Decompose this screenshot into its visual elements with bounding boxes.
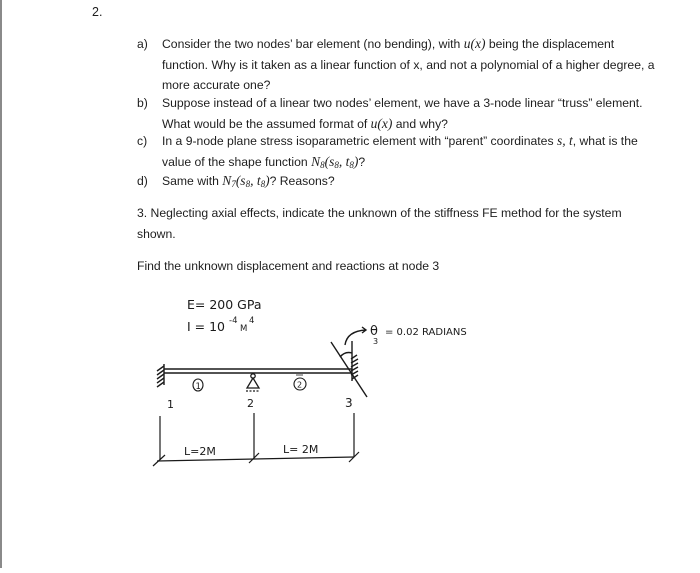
item-label: a) (137, 37, 148, 51)
rotated-fixed-support-node-3 (331, 327, 367, 397)
item-line: more accurate one? (162, 78, 271, 92)
item-text (162, 34, 655, 96)
math-N7-s8-t8: $N_7(s_8$, $t_8$) (222, 173, 270, 189)
text-span: value of the shape function (162, 154, 312, 169)
q3-instruction: Find the unknown displacement and reactions at node 3 (137, 259, 440, 273)
dimension-lines (153, 413, 359, 466)
item-line (162, 131, 638, 152)
item-line: function. Why is it taken as a linear function of x, and not a polynomial of a higher degree, a (162, 57, 655, 72)
node-2-label: 2 (247, 397, 254, 410)
elastic-modulus-label: E= 200 GPa (187, 297, 262, 312)
text-span: and why? (392, 116, 448, 131)
svg-text:4: 4 (249, 316, 255, 326)
node-3-label: 3 (345, 396, 353, 410)
rotation-angle-label (370, 324, 467, 346)
text-span: , what is the (572, 134, 638, 148)
text-span: ? (358, 154, 366, 169)
svg-text:-4: -4 (229, 316, 238, 326)
math-N8-s8-t8: $N_8(s_8$, $t_8$) (311, 153, 359, 170)
svg-text:1: 1 (195, 382, 201, 392)
svg-text:I = 10: I = 10 (187, 319, 226, 334)
svg-text:2: 2 (297, 380, 303, 390)
item-text (162, 131, 638, 172)
item-label: d) (137, 174, 148, 188)
q3-line-2: shown. (137, 226, 176, 241)
item-text (162, 171, 335, 192)
item-line (162, 171, 335, 192)
beam-diagram (140, 285, 520, 475)
text-span: Same with (162, 174, 223, 188)
item-label: b) (137, 96, 148, 110)
question-3-text (137, 203, 622, 244)
beam (164, 369, 352, 373)
item-label: c) (137, 134, 148, 148)
element-2-marker (294, 375, 306, 390)
text-span: ? Reasons? (269, 174, 335, 188)
text-span: being the displacement (485, 37, 615, 51)
span-1-length-label: L=2M (184, 445, 216, 458)
item-line: Suppose instead of a linear two nodes’ element, we have a 3-node linear “truss” element. (162, 96, 643, 110)
math-u-of-x: u(x) (370, 115, 393, 131)
node-1-label: 1 (167, 398, 174, 411)
question-number: 2. (92, 5, 103, 19)
svg-text:= 0.02 RADIANS: = 0.02 RADIANS (385, 327, 467, 338)
text-span: In a 9-node plane stress isoparametric element with “parent” coordinates (162, 134, 557, 148)
pin-support-node-2 (246, 374, 260, 391)
q3-line-1: 3. Neglecting axial effects, indicate the unknown of the stiffness FE method for the system (137, 206, 622, 220)
fixed-support-node-1 (157, 364, 164, 387)
moment-of-inertia-label (187, 316, 254, 334)
span-2-length-label: L= 2M (283, 443, 319, 456)
element-1-marker (193, 379, 203, 392)
math-s-t: s, t (556, 133, 573, 148)
item-line (162, 152, 638, 173)
svg-text:M: M (240, 324, 248, 334)
svg-text:3: 3 (373, 337, 379, 346)
page-left-border (0, 0, 2, 568)
svg-text:θ: θ (370, 324, 378, 339)
text-span: Consider the two nodes’ bar element (no bending), with (162, 37, 464, 51)
math-u-of-x: u(x) (463, 36, 486, 51)
item-text (162, 93, 643, 134)
text-span: What would be the assumed format of (162, 116, 371, 131)
item-line (162, 34, 655, 55)
